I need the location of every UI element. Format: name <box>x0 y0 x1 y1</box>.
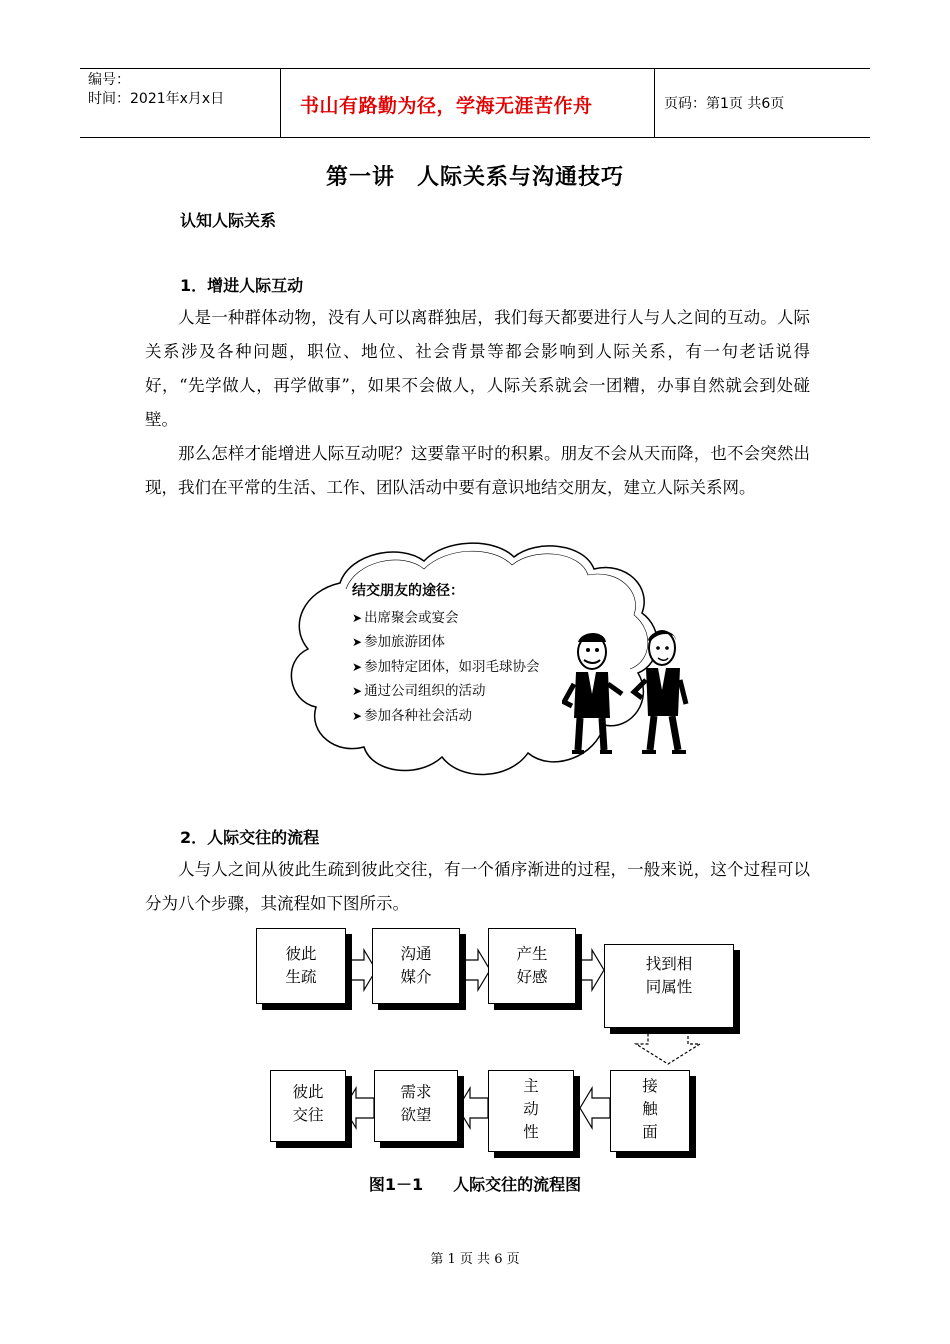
flow-step-label: 触 <box>642 1100 658 1118</box>
header-divider <box>280 69 281 137</box>
cloud-list-item: ➤ 参加特定团体，如羽毛球协会 <box>352 655 540 680</box>
arrow-left-icon <box>580 1088 610 1128</box>
figure-title: 人际交往的流程图 <box>453 1175 582 1194</box>
flow-step-label: 性 <box>523 1123 539 1141</box>
subsection-heading-2: 2．人际交往的流程 <box>180 828 320 847</box>
cloud-list-item: ➤ 出席聚会或宴会 <box>352 606 540 631</box>
cartoon-man-icon <box>564 633 622 752</box>
section1-body <box>145 301 810 505</box>
flow-step-label: 生疏 <box>285 968 317 986</box>
flow-step-label: 媒介 <box>400 968 432 986</box>
flow-step-label: 产生 <box>516 945 548 963</box>
flow-step-label: 沟通 <box>400 945 432 963</box>
flow-step <box>604 944 734 1028</box>
flow-step-label: 主 <box>523 1077 539 1095</box>
cartoon-men-illustration <box>562 628 702 758</box>
arrow-right-icon <box>458 950 490 990</box>
cloud-list-item: ➤ 参加各种社会活动 <box>352 704 540 729</box>
paragraph: 人与人之间从彼此生疏到彼此交往，有一个循序渐进的过程，一般来说，这个过程可以分为八个步骤，其流程如下图所示。 <box>145 860 810 913</box>
doc-number-label: 编号： <box>88 72 130 88</box>
cloud-list-item: ➤ 通过公司组织的活动 <box>352 679 540 704</box>
page-header <box>80 68 870 138</box>
doc-time-label: 时间：2021年x月x日 <box>88 91 225 107</box>
page-title <box>0 160 950 191</box>
flow-step-label: 接 <box>642 1077 658 1095</box>
flow-step-label: 好感 <box>516 968 548 986</box>
flow-step <box>488 1070 574 1152</box>
flow-step <box>488 928 576 1004</box>
arrow-left-icon <box>458 1088 488 1128</box>
flow-step <box>374 1070 458 1142</box>
flow-step-label: 面 <box>642 1123 658 1141</box>
arrow-right-icon <box>574 950 604 990</box>
flow-step-label: 彼此 <box>292 1083 324 1101</box>
paragraph: 人是一种群体动物，没有人可以离群独居，我们每天都要进行人与人之间的互动。人际关系涉及各种问题，职位、地位、社会背景等都会影响到人际关系，有一句老话说得好，“先学做人，再学做事”，如果不会做人，人际关系就会一团糟，办事自然就会到处碰壁。 <box>145 308 810 429</box>
cartoon-man-icon <box>634 631 686 752</box>
arrow-left-icon <box>344 1088 374 1128</box>
paragraph: 那么怎样才能增进人际互动呢？这要靠平时的积累。朋友不会从天而降，也不会突然出现，我们在平常的生活、工作、团队活动中要有意识地结交朋友，建立人际关系网。 <box>145 444 810 497</box>
cloud-title: 结交朋友的途径： <box>352 583 464 599</box>
lecture-title: 人际关系与沟通技巧 <box>417 165 625 190</box>
flow-step <box>256 928 346 1004</box>
header-meta <box>88 71 278 109</box>
flow-step <box>610 1070 690 1152</box>
header-divider <box>654 69 655 137</box>
page-footer: 第 1 页 共 6 页 <box>430 1252 520 1267</box>
flow-step <box>270 1070 346 1142</box>
flow-step-label: 找到相 <box>645 955 693 973</box>
interaction-flowchart <box>248 920 748 1160</box>
flow-step <box>372 928 460 1004</box>
figure-number: 图1－1 <box>368 1175 424 1194</box>
cloud-list-item: ➤ 参加旅游团体 <box>352 630 540 655</box>
flow-step-label: 动 <box>523 1100 539 1118</box>
header-page-info: 页码：第1页 共6页 <box>664 96 785 112</box>
flow-step-label: 彼此 <box>285 945 317 963</box>
flow-step-label: 同属性 <box>645 978 693 996</box>
lecture-number: 第一讲 <box>325 165 395 190</box>
flow-step-label: 欲望 <box>400 1106 432 1124</box>
cloud-content <box>352 579 540 729</box>
subsection-heading-1: 1．增进人际互动 <box>180 276 304 295</box>
section2-body <box>145 853 810 921</box>
flow-step-label: 交往 <box>292 1106 324 1124</box>
figure-caption <box>0 1172 950 1195</box>
arrow-down-icon <box>636 1026 700 1064</box>
header-motto: 书山有路勤为径，学海无涯苦作舟 <box>300 95 593 117</box>
flow-step-label: 需求 <box>400 1083 432 1101</box>
section-heading: 认知人际关系 <box>180 211 277 230</box>
